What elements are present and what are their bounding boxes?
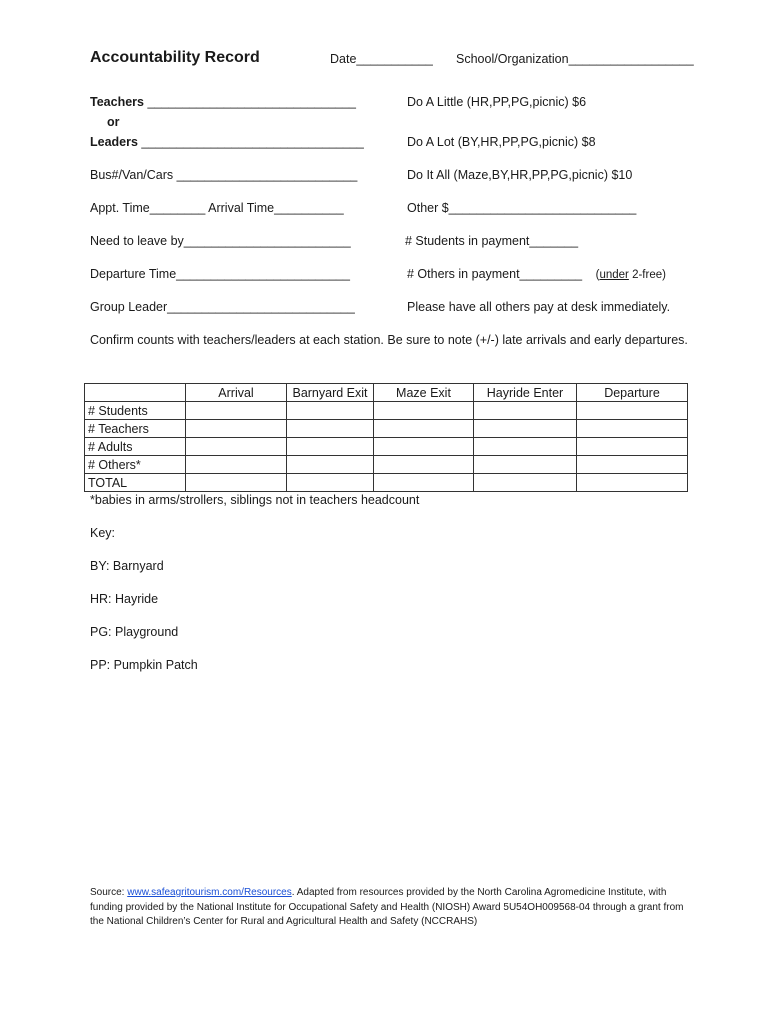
table-header-maze-exit: Maze Exit [374,384,474,402]
instructions-paragraph: Confirm counts with teachers/leaders at each station. Be sure to note (+/-) late arrivals and early departures. [90,333,688,347]
teachers-field[interactable] [90,95,356,109]
table-cell[interactable] [577,402,688,420]
others-in-payment-label: # Others in payment_________ [407,267,583,281]
table-cell[interactable] [474,420,577,438]
group-leader-field[interactable]: Group Leader___________________________ [90,300,355,314]
table-cell[interactable] [186,402,287,420]
key-heading: Key: [90,526,116,540]
date-field[interactable]: Date___________ [330,52,433,66]
table-cell[interactable] [474,402,577,420]
table-cell[interactable] [186,438,287,456]
counts-table [84,383,688,492]
key-item-pumpkin-patch: PP: Pumpkin Patch [90,658,198,672]
table-row [85,420,688,438]
table-cell[interactable] [374,438,474,456]
table-header-cell [85,384,186,402]
table-cell[interactable] [186,474,287,492]
table-cell[interactable] [577,456,688,474]
table-cell[interactable] [474,474,577,492]
table-cell[interactable] [186,420,287,438]
table-cell[interactable] [374,456,474,474]
table-cell[interactable] [287,402,374,420]
table-cell[interactable] [374,402,474,420]
school-organization-field[interactable]: School/Organization__________________ [456,52,694,66]
table-header-barnyard-exit: Barnyard Exit [287,384,374,402]
table-row [85,456,688,474]
bus-van-cars-field[interactable]: Bus#/Van/Cars __________________________ [90,168,358,182]
table-header-departure: Departure [577,384,688,402]
table-cell[interactable] [374,420,474,438]
table-header-arrival: Arrival [186,384,287,402]
or-label: or [107,115,120,129]
table-header-row [85,384,688,402]
under-2-free-note: (under 2-free) [595,269,666,281]
table-footnote: *babies in arms/strollers, siblings not in teachers headcount [90,493,420,507]
source-citation: Source: www.safeagritourism.com/Resources. Adapted from resources provided by the North Carolina Agromedicine Institute, with funding provided by the National Institute for Occupational Safety and Health (NIOSH) Award 5U54OH009568-04 through a grant from the National Children’s Center for Rural and Agricultural Health and Safety (NCCRAHS) [90,887,684,927]
leaders-field[interactable] [90,135,364,149]
table-cell[interactable] [577,474,688,492]
need-to-leave-field[interactable]: Need to leave by________________________ [90,234,351,248]
pay-at-desk-note: Please have all others pay at desk immediately. [407,300,671,314]
table-cell[interactable] [577,438,688,456]
table-row [85,474,688,492]
leaders-line: ________________________________ [137,135,364,149]
others-in-payment-field[interactable] [407,267,666,281]
table-cell[interactable] [474,438,577,456]
table-cell[interactable] [287,474,374,492]
leaders-label: Leaders [90,135,138,149]
departure-time-field[interactable]: Departure Time_________________________ [90,267,350,281]
teachers-line: ______________________________ [143,95,356,109]
students-in-payment-field[interactable]: # Students in payment_______ [405,234,579,248]
teachers-label: Teachers [90,95,144,109]
option-do-a-little[interactable]: Do A Little (HR,PP,PG,picnic) $6 [407,95,587,109]
row-label-others: # Others* [85,456,186,474]
table-cell[interactable] [374,474,474,492]
key-item-barnyard: BY: Barnyard [90,559,164,573]
table-cell[interactable] [287,438,374,456]
row-label-students: # Students [85,402,186,420]
option-other[interactable]: Other $___________________________ [407,201,637,215]
table-header-hayride-enter: Hayride Enter [474,384,577,402]
row-label-total: TOTAL [85,474,186,492]
row-label-teachers: # Teachers [85,420,186,438]
table-row [85,438,688,456]
source-link[interactable]: www.safeagritourism.com/Resources [127,887,292,898]
table-cell[interactable] [474,456,577,474]
table-cell[interactable] [287,420,374,438]
row-label-adults: # Adults [85,438,186,456]
table-cell[interactable] [186,456,287,474]
key-item-playground: PG: Playground [90,625,179,639]
table-cell[interactable] [287,456,374,474]
key-item-hayride: HR: Hayride [90,592,159,606]
page-title: Accountability Record [90,49,260,66]
appt-arrival-time-field[interactable]: Appt. Time________ Arrival Time__________ [90,201,344,215]
option-do-a-lot[interactable]: Do A Lot (BY,HR,PP,PG,picnic) $8 [407,135,596,149]
table-row [85,402,688,420]
table-cell[interactable] [577,420,688,438]
option-do-it-all[interactable]: Do It All (Maze,BY,HR,PP,PG,picnic) $10 [407,168,633,182]
